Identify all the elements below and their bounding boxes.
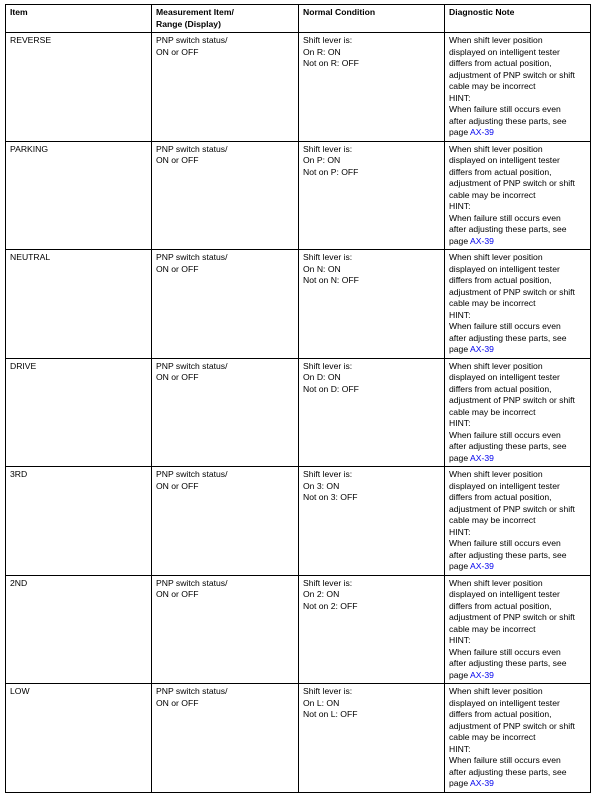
cell-normal-condition: [299, 575, 445, 684]
diagnostic-note-line: When failure still occurs even: [449, 212, 561, 223]
diagnostic-note-line: When shift lever position: [449, 686, 543, 696]
diagnostic-note-line: adjustment of PNP switch or shift: [449, 612, 575, 622]
diagnostic-note-line: adjustment of PNP switch or shift: [449, 720, 575, 731]
normal-condition-line: Not on P: OFF: [303, 166, 359, 177]
cell-measurement: [152, 141, 299, 250]
diagnostic-note-line: after adjusting these parts, see: [449, 115, 567, 126]
diagnostic-note-line: HINT:: [449, 201, 471, 211]
diagnostic-note-page-line: [449, 453, 586, 465]
cell-diagnostic-note: [445, 467, 591, 576]
diagnostic-note-line: When shift lever position: [449, 35, 543, 45]
cell-item: [6, 250, 152, 359]
item-name: 2ND: [10, 577, 28, 588]
normal-condition-line: Not on D: OFF: [303, 383, 359, 394]
cell-item: [6, 358, 152, 467]
page-reference-link[interactable]: AX-39: [470, 452, 494, 463]
cell-item: [6, 141, 152, 250]
diagnostic-note-line: HINT:: [449, 635, 471, 645]
diagnostic-note-line: HINT:: [449, 418, 471, 428]
table-header: [6, 5, 591, 33]
measurement-line: PNP switch status/: [156, 252, 228, 262]
normal-condition-line: On N: ON: [303, 263, 341, 274]
cell-measurement: [152, 467, 299, 576]
diagnostic-note-line: When shift lever position: [449, 143, 543, 154]
diagnostic-note-line: displayed on intelligent tester: [449, 263, 560, 274]
diagnostic-note-line: When shift lever position: [449, 577, 543, 588]
item-name: PARKING: [10, 143, 49, 154]
cell-item: [6, 684, 152, 793]
diagnostic-note-line: When failure still occurs even: [449, 646, 561, 657]
diagnostic-note-line: adjustment of PNP switch or shift: [449, 395, 575, 405]
diagnostic-note-line: displayed on intelligent tester: [449, 155, 560, 165]
page-prefix: page: [449, 669, 471, 680]
diagnostic-note-page-line: [449, 561, 586, 573]
cell-normal-condition: [299, 684, 445, 793]
item-name: NEUTRAL: [10, 252, 51, 262]
diagnostic-note-line: When failure still occurs even: [449, 321, 561, 331]
measurement-line: PNP switch status/: [156, 143, 228, 154]
diagnostic-note-line: after adjusting these parts, see: [449, 766, 567, 777]
diagnostic-note-line: after adjusting these parts, see: [449, 549, 567, 560]
normal-condition-line: Not on 3: OFF: [303, 492, 358, 502]
measurement-line: PNP switch status/: [156, 360, 228, 371]
table-row: [6, 358, 591, 467]
diagnostic-note-line: adjustment of PNP switch or shift: [449, 69, 575, 80]
diagnostic-note-line: displayed on intelligent tester: [449, 697, 560, 708]
normal-condition-line: Not on L: OFF: [303, 709, 358, 719]
page-reference-link[interactable]: AX-39: [470, 127, 494, 137]
measurement-line: ON or OFF: [156, 263, 199, 274]
diagnostic-note-line: after adjusting these parts, see: [449, 332, 567, 343]
measurement-line: PNP switch status/: [156, 686, 228, 696]
diagnostic-note-line: differs from actual position,: [449, 383, 552, 394]
table-body: [6, 33, 591, 793]
cell-normal-condition: [299, 467, 445, 576]
measurement-line: ON or OFF: [156, 372, 199, 382]
diagnostic-note-line: When shift lever position: [449, 469, 543, 479]
diagnostic-note-line: HINT:: [449, 92, 471, 103]
measurement-line: ON or OFF: [156, 155, 199, 165]
normal-condition-line: Not on 2: OFF: [303, 600, 358, 611]
measurement-line: ON or OFF: [156, 589, 199, 599]
measurement-line: ON or OFF: [156, 697, 199, 708]
diagnostic-note-line: displayed on intelligent tester: [449, 589, 560, 599]
table-row: [6, 467, 591, 576]
normal-condition-line: Not on N: OFF: [303, 275, 359, 285]
normal-condition-line: Shift lever is:: [303, 35, 353, 45]
diagnostic-note-line: after adjusting these parts, see: [449, 441, 567, 451]
item-name: DRIVE: [10, 360, 37, 371]
item-name: 3RD: [10, 469, 28, 479]
diagnostic-note-line: When shift lever position: [449, 252, 543, 262]
diagnostic-note-line: differs from actual position,: [449, 600, 552, 611]
diagnostic-note-line: When failure still occurs even: [449, 104, 561, 114]
cell-normal-condition: [299, 33, 445, 142]
normal-condition-line: Shift lever is:: [303, 360, 353, 371]
diagnostic-note-line: cable may be incorrect: [449, 189, 536, 200]
table-row: [6, 575, 591, 684]
diagnostic-note-page-line: [449, 344, 586, 356]
header-normal-condition: [299, 5, 445, 33]
diagnostic-note-line: differs from actual position,: [449, 709, 552, 719]
page-prefix: page: [449, 778, 471, 788]
diagnostic-note-line: differs from actual position,: [449, 166, 552, 177]
diagnostic-note-page-line: [449, 236, 586, 248]
measurement-line: PNP switch status/: [156, 35, 228, 45]
page-reference-link[interactable]: AX-39: [470, 344, 494, 354]
diagnostic-note-line: HINT:: [449, 309, 471, 320]
header-item-label: Item: [10, 7, 28, 17]
page-reference-link[interactable]: AX-39: [470, 669, 494, 680]
diagnostic-note-line: HINT:: [449, 743, 471, 754]
normal-condition-line: On 3: ON: [303, 480, 340, 491]
diagnostic-note-page-line: [449, 778, 586, 790]
diagnostic-note-line: When failure still occurs even: [449, 755, 561, 765]
cell-diagnostic-note: [445, 358, 591, 467]
diagnostic-note-line: cable may be incorrect: [449, 298, 536, 308]
normal-condition-line: Shift lever is:: [303, 469, 353, 479]
cell-diagnostic-note: [445, 250, 591, 359]
page-prefix: page: [449, 452, 471, 463]
diagnostic-note-line: displayed on intelligent tester: [449, 480, 560, 491]
diagnostic-note-line: When shift lever position: [449, 360, 543, 371]
page-prefix: page: [449, 344, 471, 354]
normal-condition-line: On P: ON: [303, 155, 341, 165]
diagnostic-note-line: adjustment of PNP switch or shift: [449, 178, 575, 188]
table-row: [6, 684, 591, 793]
diagnostic-note-line: displayed on intelligent tester: [449, 46, 560, 57]
normal-condition-line: On R: ON: [303, 46, 341, 57]
measurement-line: ON or OFF: [156, 46, 199, 57]
page-reference-link[interactable]: AX-39: [470, 778, 494, 788]
diagnostic-note-line: after adjusting these parts, see: [449, 224, 567, 234]
cell-diagnostic-note: [445, 684, 591, 793]
header-measurement: [152, 5, 299, 33]
normal-condition-line: Shift lever is:: [303, 143, 353, 154]
diagnostic-note-line: adjustment of PNP switch or shift: [449, 503, 575, 514]
diagnostic-note-line: differs from actual position,: [449, 275, 552, 285]
diagnostic-note-line: differs from actual position,: [449, 492, 552, 502]
cell-item: [6, 33, 152, 142]
cell-measurement: [152, 250, 299, 359]
diagnostic-note-line: adjustment of PNP switch or shift: [449, 286, 575, 297]
diagnostic-note-line: cable may be incorrect: [449, 623, 536, 634]
measurement-line: PNP switch status/: [156, 469, 228, 479]
cell-diagnostic-note: [445, 33, 591, 142]
diagnostic-note-line: cable may be incorrect: [449, 515, 536, 525]
page-prefix: page: [449, 235, 471, 246]
normal-condition-line: Shift lever is:: [303, 577, 353, 588]
header-item: [6, 5, 152, 33]
page-prefix: page: [449, 127, 471, 137]
header-normal-label: Normal Condition: [303, 7, 376, 17]
header-measurement-line-2: Range (Display): [156, 18, 221, 29]
cell-measurement: [152, 575, 299, 684]
normal-condition-line: On D: ON: [303, 372, 341, 382]
cell-normal-condition: [299, 250, 445, 359]
diagnostic-note-line: after adjusting these parts, see: [449, 658, 567, 668]
normal-condition-line: On L: ON: [303, 697, 340, 708]
cell-measurement: [152, 358, 299, 467]
cell-diagnostic-note: [445, 575, 591, 684]
measurement-line: PNP switch status/: [156, 577, 228, 588]
page-prefix: page: [449, 561, 471, 571]
diagnostic-note-line: cable may be incorrect: [449, 406, 536, 417]
normal-condition-line: On 2: ON: [303, 589, 340, 599]
normal-condition-line: Not on R: OFF: [303, 58, 359, 68]
item-name: LOW: [10, 686, 30, 696]
table-row: [6, 141, 591, 250]
diagnostic-note-page-line: [449, 670, 586, 682]
diagnostic-note-page-line: [449, 127, 586, 139]
diagnostic-table: [5, 4, 591, 793]
diagnostic-note-line: differs from actual position,: [449, 58, 552, 68]
diagnostic-note-line: displayed on intelligent tester: [449, 372, 560, 382]
normal-condition-line: Shift lever is:: [303, 252, 353, 262]
cell-measurement: [152, 33, 299, 142]
page-reference-link[interactable]: AX-39: [470, 561, 494, 571]
diagnostic-note-line: When failure still occurs even: [449, 429, 561, 440]
header-note-label: Diagnostic Note: [449, 7, 515, 17]
cell-measurement: [152, 684, 299, 793]
diagnostic-note-line: HINT:: [449, 526, 471, 537]
diagnostic-note-line: When failure still occurs even: [449, 538, 561, 548]
cell-diagnostic-note: [445, 141, 591, 250]
item-name: REVERSE: [10, 35, 52, 45]
header-row: [6, 5, 591, 33]
diagnostic-note-line: cable may be incorrect: [449, 81, 536, 91]
page-reference-link[interactable]: AX-39: [470, 235, 494, 246]
cell-item: [6, 467, 152, 576]
normal-condition-line: Shift lever is:: [303, 686, 353, 696]
header-measurement-line-1: Measurement Item/: [156, 7, 234, 17]
measurement-line: ON or OFF: [156, 480, 199, 491]
cell-normal-condition: [299, 141, 445, 250]
diagnostic-note-line: cable may be incorrect: [449, 732, 536, 742]
cell-item: [6, 575, 152, 684]
cell-normal-condition: [299, 358, 445, 467]
table-row: [6, 33, 591, 142]
table-row: [6, 250, 591, 359]
header-diagnostic-note: [445, 5, 591, 33]
